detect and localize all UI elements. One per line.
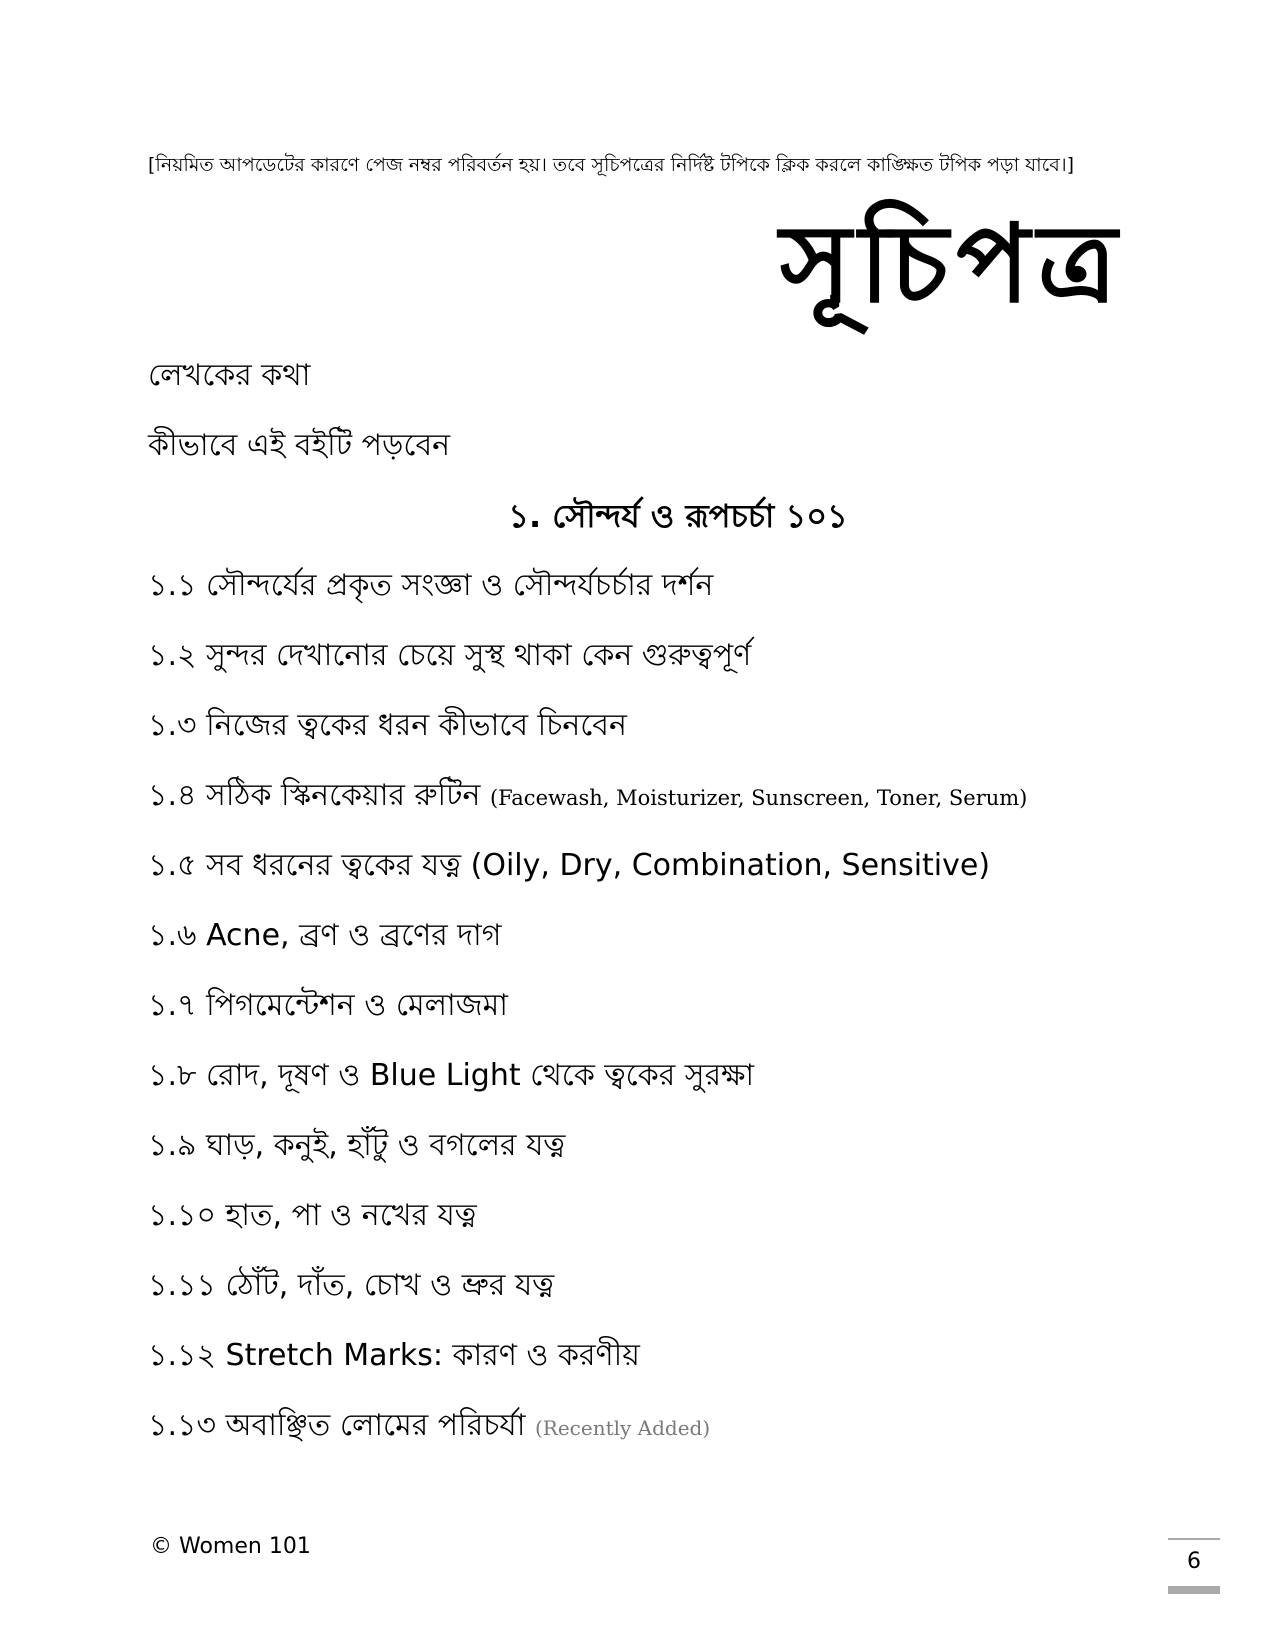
entry-title: ঘাড়, কনুই, হাঁটু ও বগলের যত্ন [206,1128,566,1163]
entry-number: ১.৮ [148,1058,197,1093]
toc-entry[interactable] [148,1122,1148,1192]
entry-number: ১.১ [148,568,197,603]
entry-number: ১.১২ [148,1338,216,1373]
toc-entry[interactable] [148,702,1148,772]
entry-title: সব ধরনের ত্বকের যত্ন (Oily, Dry, Combination, Sensitive) [206,848,991,883]
toc-entry[interactable] [148,1402,1148,1472]
entry-number: ১.৬ [148,918,197,953]
toc-entry[interactable] [148,772,1148,842]
toc-link-authors-note[interactable]: লেখকের কথা [148,358,311,393]
toc-link-how-to-read[interactable]: কীভাবে এই বইটি পড়বেন [148,428,451,463]
entry-title: নিজের ত্বকের ধরন কীভাবে চিনবেন [206,708,627,743]
update-note: [নিয়মিত আপডেটের কারণে পেজ নম্বর পরিবর্তন হয়। তবে সূচিপত্রের নির্দিষ্ট টপিকে ক্লিক করলে কাঙ্ক্ষিত টপিক পড়া যাবে।] [148,154,1075,176]
copyright: © Women 101 [150,1534,311,1559]
entry-title: Stretch Marks: কারণ ও করণীয় [225,1338,640,1373]
toc-entry[interactable] [148,1192,1148,1262]
entry-number: ১.৩ [148,708,197,743]
toc-entry[interactable] [148,562,1148,632]
toc-entry[interactable] [148,1262,1148,1332]
entry-title: সুন্দর দেখানোর চেয়ে সুস্থ থাকা কেন গুরুত্বপূর্ণ [206,638,752,673]
entry-number: ১.২ [148,638,197,673]
entry-number: ১.১১ [148,1268,216,1303]
entry-title: ঠোঁট, দাঁত, চোখ ও ভ্রুর যত্ন [225,1268,555,1303]
page-title: সূচিপত্র [779,202,1125,327]
entry-number: ১.৪ [148,778,197,813]
table-of-contents [148,352,1148,1472]
entry-number: ১.১০ [148,1198,216,1233]
entry-title: অবাঞ্ছিত লোমের পরিচর্যা [225,1408,526,1443]
entry-subtitle: (Facewash, Moisturizer, Sunscreen, Toner, Serum) [489,786,1028,810]
entry-title: সঠিক স্কিনকেয়ার রুটিন [206,778,481,813]
toc-section-heading[interactable]: ১. সৌন্দর্য ও রূপচর্চা ১০১ [508,497,848,535]
entry-title: পিগমেন্টেশন ও মেলাজমা [206,988,508,1023]
toc-entry[interactable] [148,1052,1148,1122]
entry-title: হাত, পা ও নখের যত্ন [225,1198,477,1233]
entry-title: সৌন্দর্যের প্রকৃত সংজ্ঞা ও সৌন্দর্যচর্চার দর্শন [206,568,714,603]
page-number: 6 [1187,1549,1201,1574]
entry-number: ১.১৩ [148,1408,216,1443]
toc-entry[interactable] [148,632,1148,702]
toc-entry[interactable] [148,912,1148,982]
entry-subtitle: (Recently Added) [534,1416,711,1440]
entry-number: ১.৭ [148,988,197,1023]
page-number-box [1168,1538,1220,1594]
entry-number: ১.৫ [148,848,197,883]
toc-entry[interactable] [148,842,1148,912]
toc-entry[interactable] [148,1332,1148,1402]
entry-title: Acne, ব্রণ ও ব্রণের দাগ [206,918,502,953]
entry-number: ১.৯ [148,1128,197,1163]
toc-entry[interactable] [148,982,1148,1052]
entry-title: রোদ, দূষণ ও Blue Light থেকে ত্বকের সুরক্ষা [206,1058,755,1093]
